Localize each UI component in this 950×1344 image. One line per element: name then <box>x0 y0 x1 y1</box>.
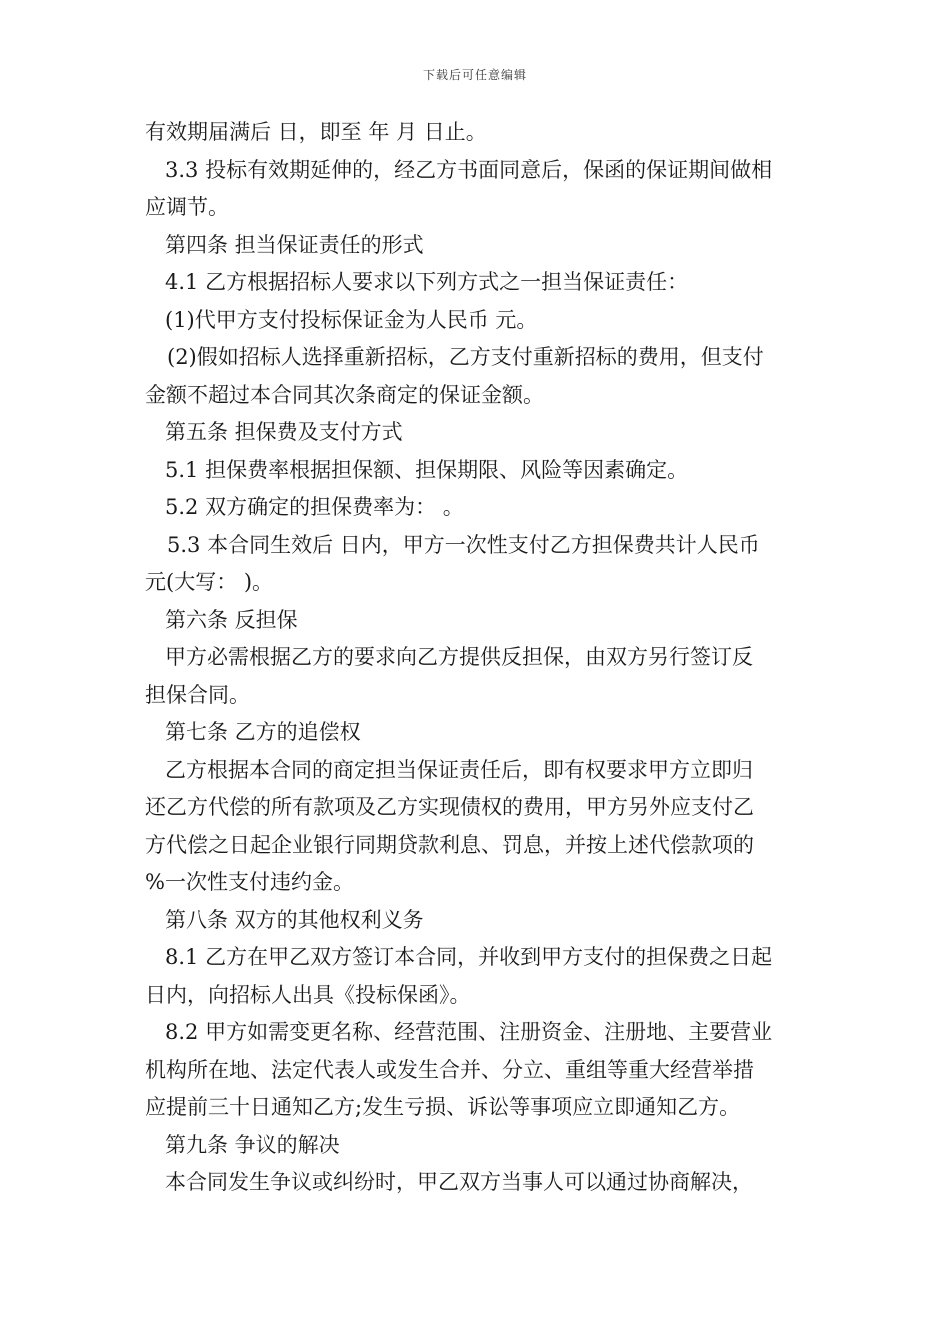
document-body <box>145 114 810 1202</box>
article-heading-7: 第七条 乙方的追偿权 <box>165 720 361 744</box>
clause-5-3: 5.3 本合同生效后 日内，甲方一次性支付乙方担保费共计人民币 <box>167 532 760 557</box>
text-line: 担保合同。 <box>145 682 250 707</box>
clause-8-1: 8.1 乙方在甲乙双方签订本合同，并收到甲方支付的担保费之日起 <box>165 945 773 969</box>
text-line: 方代偿之日起企业银行同期贷款利息、罚息，并按上述代偿款项的 <box>145 832 754 857</box>
text-line: 应提前三十日通知乙方;发生亏损、诉讼等事项应立即通知乙方。 <box>145 1095 741 1119</box>
text-line: 有效期届满后 日，即至 年 月 日止。 <box>145 120 487 144</box>
article-heading-4: 第四条 担当保证责任的形式 <box>165 232 424 257</box>
clause-4-1: 4.1 乙方根据招标人要求以下列方式之一担当保证责任： <box>165 270 689 294</box>
clause-3-3: 3.3 投标有效期延伸的，经乙方书面同意后，保函的保证期间做相 <box>165 157 773 182</box>
text-line: 应调节。 <box>145 195 229 219</box>
clause-5-1: 5.1 担保费率根据担保额、担保期限、风险等因素确定。 <box>165 457 689 482</box>
text-line: 金额不超过本合同其次条商定的保证金额。 <box>145 382 544 407</box>
text-line: 还乙方代偿的所有款项及乙方实现债权的费用，甲方另外应支付乙 <box>145 795 754 819</box>
paragraph-line: 甲方必需根据乙方的要求向乙方提供反担保，由双方另行签订反 <box>165 645 753 669</box>
text-line: 机构所在地、法定代表人或发生合并、分立、重组等重大经营举措 <box>145 1057 754 1082</box>
article-heading-8: 第八条 双方的其他权利义务 <box>165 907 424 932</box>
article-heading-5: 第五条 担保费及支付方式 <box>165 420 403 444</box>
article-heading-9: 第九条 争议的解决 <box>165 1132 340 1157</box>
text-line: 日内，向招标人出具《投标保函》。 <box>145 982 471 1007</box>
paragraph-line: 本合同发生争议或纠纷时，甲乙双方当事人可以通过协商解决， <box>165 1170 753 1194</box>
text-line: %一次性支付违约金。 <box>145 870 354 894</box>
paragraph-line: 乙方根据本合同的商定担当保证责任后，即有权要求甲方立即归 <box>165 757 753 782</box>
clause-8-2: 8.2 甲方如需变更名称、经营范围、注册资金、注册地、主要营业 <box>165 1020 773 1044</box>
item-1: (1)代甲方支付投标保证金为人民币 元。 <box>165 307 538 332</box>
text-line: 元(大写： )。 <box>145 570 274 594</box>
article-heading-6: 第六条 反担保 <box>165 607 298 632</box>
page-header: 下载后可任意编辑 <box>422 68 527 82</box>
clause-5-2: 5.2 双方确定的担保费率为： 。 <box>165 495 464 519</box>
item-2: (2)假如招标人选择重新招标，乙方支付重新招标的费用，但支付 <box>167 345 764 369</box>
